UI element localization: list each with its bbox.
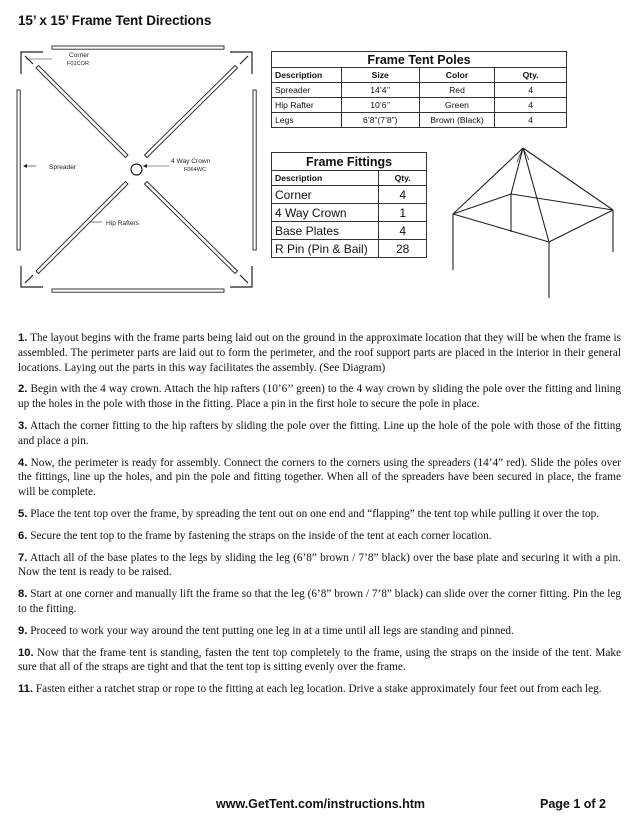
tent-hip-rafters (453, 148, 613, 242)
table-row (272, 186, 427, 204)
hip-rafter-bl (36, 182, 128, 274)
table-cell: Spreader (272, 83, 342, 98)
instruction-step: 2. Begin with the 4 way crown. Attach the hip rafters (10’6’’ green) to the 4 way crown by sliding the pole over the fitting and lining up the holes in the pole with those in the fitting. Place a pin in the first hole to secure the pole in place. (18, 383, 622, 411)
fittings-header-description: Description (272, 171, 379, 186)
tent-roof-perimeter (453, 194, 613, 242)
table-cell: Legs (272, 113, 342, 128)
poles-header-qty: Qty. (495, 68, 567, 83)
corner-part-number: F01COR (67, 61, 90, 67)
instructions (18, 331, 621, 704)
instruction-step: 10. Now that the frame tent is standing, fasten the tent top completely to the frame, using the straps on the inside of the tent. Make sure that all of the straps are tight and that the tent top is sitting evenly over the frame. (18, 646, 622, 674)
hip-rafter-br (145, 182, 238, 274)
crown-label: 4 Way Crown (171, 158, 211, 165)
table-cell: Corner (272, 186, 379, 204)
table-cell: 1 (379, 204, 427, 222)
instruction-step: 8. Start at one corner and manually lift the frame so that the leg (6’8” brown / 7’8” black) can slide over the corner fitting. Pin the leg to the fitting. (18, 588, 621, 615)
table-cell: Hip Rafter (272, 98, 342, 113)
page-number: Page 1 of 2 (540, 797, 606, 811)
instruction-step: 9. Proceed to work your way around the tent putting one leg in at a time until all legs are standing and pinned. (18, 624, 514, 637)
table-cell: Brown (Black) (419, 113, 495, 128)
instruction-step: 5. Place the tent top over the frame, by spreading the tent out on one end and “flapping” the tent top while pulling it over the top. (18, 507, 600, 520)
table-cell: 4 Way Crown (272, 204, 379, 222)
frame-tent-poles-table (271, 51, 567, 128)
poles-header-size: Size (341, 68, 419, 83)
table-cell: 10’6’’ (341, 98, 419, 113)
hip-rafters-label: Hip Rafters (106, 220, 139, 227)
table-cell: 4 (379, 222, 427, 240)
spreader-right (253, 90, 256, 250)
instruction-step: 1. The layout begins with the frame parts being laid out on the ground in the approximate location that they will be when the frame is assembled. The perimeter parts are laid out to form the perimeter, and the roof support parts are placed in the interior in their general locations. Laying out the parts in this way facilitates the assembly. (See Diagram) (18, 332, 622, 374)
table-row (272, 98, 567, 113)
poles-header-description: Description (272, 68, 342, 83)
table-cell: Red (419, 83, 495, 98)
instruction-step: 6. Secure the tent top to the frame by fastening the straps on the inside of the tent at each corner location. (18, 529, 492, 542)
table-cell: 6’8”(7’8”) (341, 113, 419, 128)
spreader-bottom (52, 289, 224, 292)
poles-table-caption: Frame Tent Poles (272, 52, 567, 68)
table-cell: 4 (495, 113, 567, 128)
table-cell: Base Plates (272, 222, 379, 240)
table-row (272, 83, 567, 98)
table-row (272, 113, 567, 128)
table-row (272, 204, 427, 222)
tent-frame-drawing (443, 140, 615, 300)
table-cell: 4 (495, 98, 567, 113)
table-cell: 4 (495, 83, 567, 98)
hip-rafter-tl (36, 66, 128, 158)
instruction-step: 11. Fasten either a ratchet strap or rope to the fitting at each leg location. Drive a stake approximately four feet out from each leg. (18, 683, 602, 696)
instruction-step: 4. Now, the perimeter is ready for assembly. Connect the corners to the corners using the spreaders (14’4” red). Slide the poles over the fittings, line up the holes, and pin the pole and fitting together. When all of the spreaders have been secured in place, the frame will be complete. (18, 456, 621, 499)
table-cell: 28 (379, 240, 427, 258)
frame-layout-diagram (14, 44, 260, 296)
corner-label: Corner (69, 52, 90, 59)
table-cell: R Pin (Pin & Bail) (272, 240, 379, 258)
hip-rafter-tr (145, 66, 238, 158)
page-title: 15’ x 15’ Frame Tent Directions (18, 13, 212, 28)
instruction-step: 7. Attach all of the base plates to the legs by sliding the leg (6’8” brown / 7’8” black) over the base plate and securing it with a pin. Now the tent is ready to be raised. (18, 551, 621, 579)
fittings-table-caption: Frame Fittings (272, 153, 427, 171)
four-way-crown (131, 164, 142, 175)
crown-part-number: F064WC (184, 167, 207, 173)
poles-header-color: Color (419, 68, 495, 83)
table-cell: 4 (379, 186, 427, 204)
spreader-top (52, 46, 224, 49)
table-cell: 14’4’’ (341, 83, 419, 98)
fittings-header-qty: Qty. (379, 171, 427, 186)
frame-fittings-table (271, 152, 427, 258)
table-cell: Green (419, 98, 495, 113)
table-row (272, 240, 427, 258)
instruction-step: 3. Attach the corner fitting to the hip rafters by sliding the pole over the fitting. Line up the hole of the pole with those of the fitting and place a pin. (18, 419, 621, 447)
footer-url: www.GetTent.com/instructions.htm (216, 797, 426, 811)
spreader-label: Spreader (49, 164, 77, 171)
table-row (272, 222, 427, 240)
spreader-left (17, 90, 20, 250)
